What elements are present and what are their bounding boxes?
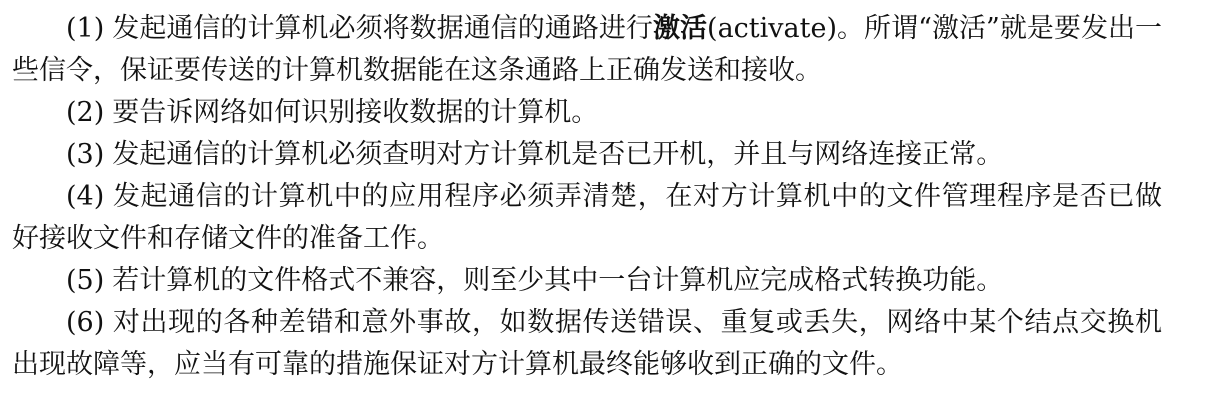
- paragraph-number: (4): [66, 181, 105, 212]
- paragraph-3: [12, 134, 1162, 176]
- paragraph-number: (5): [66, 265, 105, 296]
- paragraph-text: 发起通信的计算机中的应用程序必须弄清楚，在对方计算机中的文件管理程序是否已做好接收文件和存储文件的准备工作。: [12, 181, 1162, 254]
- paragraph-5: [12, 260, 1162, 302]
- paragraph-text: 若计算机的文件格式不兼容，则至少其中一台计算机应完成格式转换功能。: [112, 265, 1004, 296]
- paragraph-text: 对出现的各种差错和意外事故，如数据传送错误、重复或丢失，网络中某个结点交换机出现故障等，应当有可靠的措施保证对方计算机最终能够收到正确的文件。: [12, 307, 1162, 380]
- paragraph-text: 发起通信的计算机必须查明对方计算机是否已开机，并且与网络连接正常。: [112, 139, 1004, 170]
- paragraph-2: [12, 92, 1162, 134]
- paragraph-number: (2): [66, 97, 105, 128]
- paragraph-text-start: 发起通信的计算机必须将数据通信的通路进行: [112, 13, 653, 44]
- paragraph-4: [12, 176, 1162, 260]
- paragraph-1: [12, 8, 1162, 92]
- paragraph-number: (6): [66, 307, 105, 338]
- bold-term: 激活: [652, 13, 708, 44]
- paragraph-number: (3): [66, 139, 105, 170]
- paragraph-number: (1): [66, 13, 105, 44]
- paragraph-text-end: (activate)。所谓“激活”就是要发出一些信令，保证要传送的计算机数据能在这条通路上正确发送和接收。: [12, 13, 1163, 86]
- paragraph-6: [12, 302, 1162, 386]
- paragraph-text: 要告诉网络如何识别接收数据的计算机。: [112, 97, 599, 128]
